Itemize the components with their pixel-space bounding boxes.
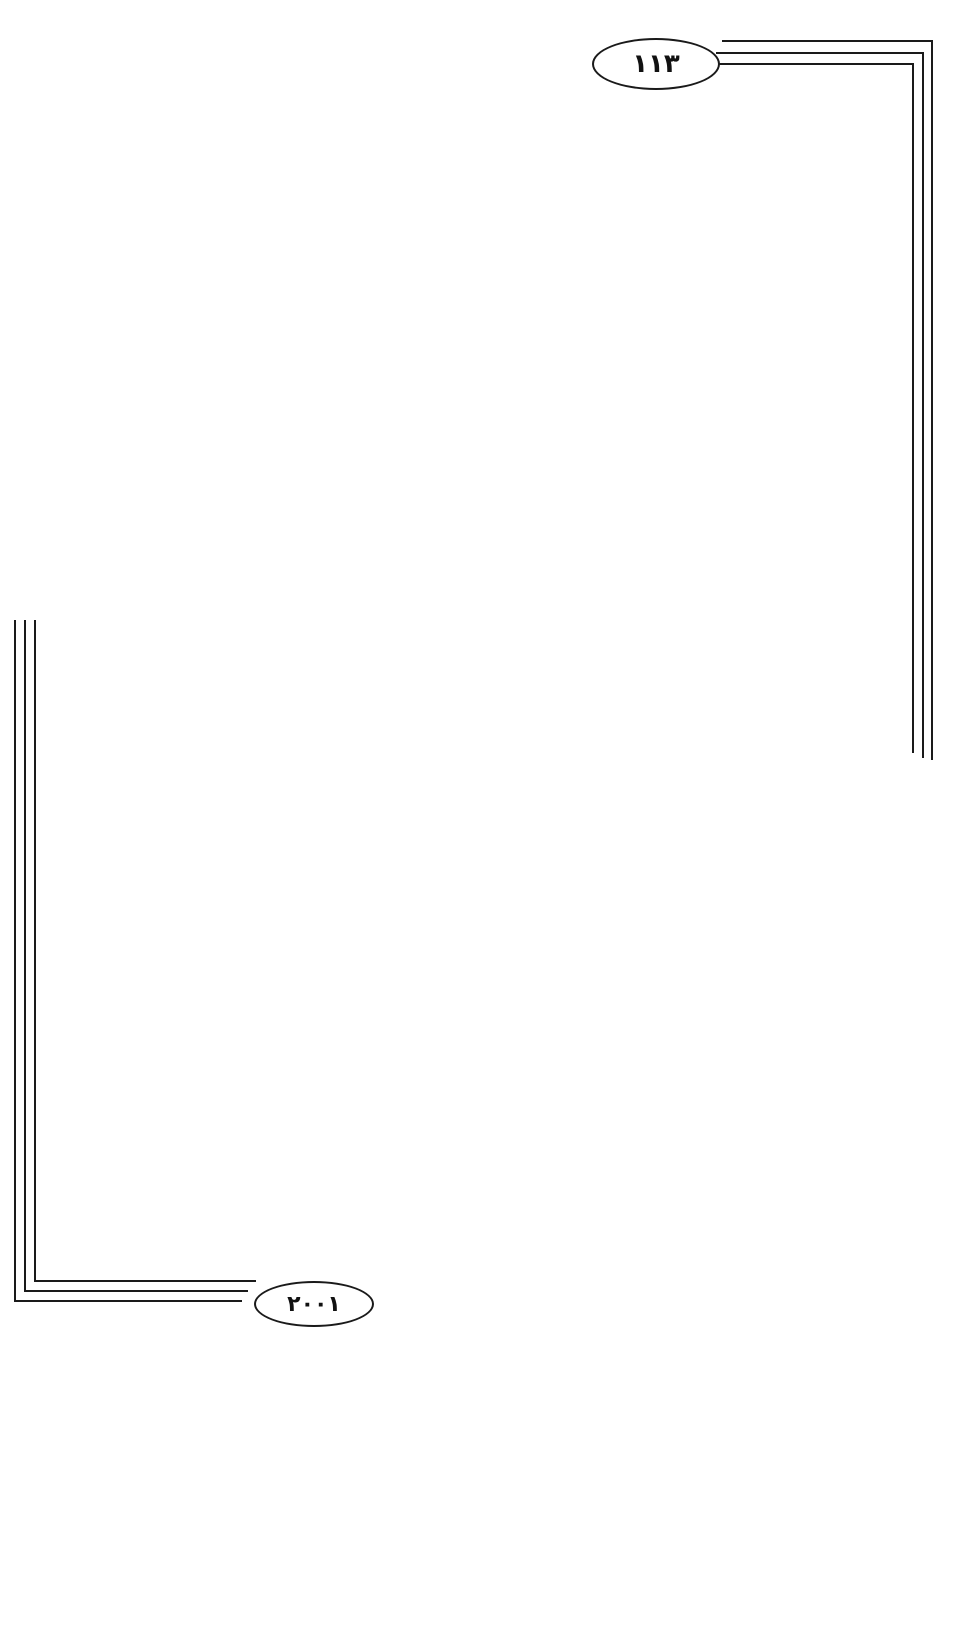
bottom-page-number-text: ٢٠٠١ [287,1291,341,1317]
top-page-number-text: ١١٣ [632,49,680,79]
bottom-page-number [254,1281,374,1327]
frame-top-line-outer [722,40,932,42]
frame-top-line-inner [712,63,914,65]
frame-right-line-inner [912,63,914,753]
frame-left-line-middle [24,620,26,1290]
frame-right-line-outer [931,40,933,760]
frame-bottom-line-outer [14,1300,242,1302]
frame-bottom-line-middle [24,1290,248,1292]
top-page-number [592,38,720,90]
frame-top-line-middle [716,52,924,54]
frame-left-line-outer [14,620,16,1302]
frame-bottom-line-inner [34,1280,256,1282]
frame-left-line-inner [34,620,36,1280]
frame-right-line-middle [922,52,924,758]
